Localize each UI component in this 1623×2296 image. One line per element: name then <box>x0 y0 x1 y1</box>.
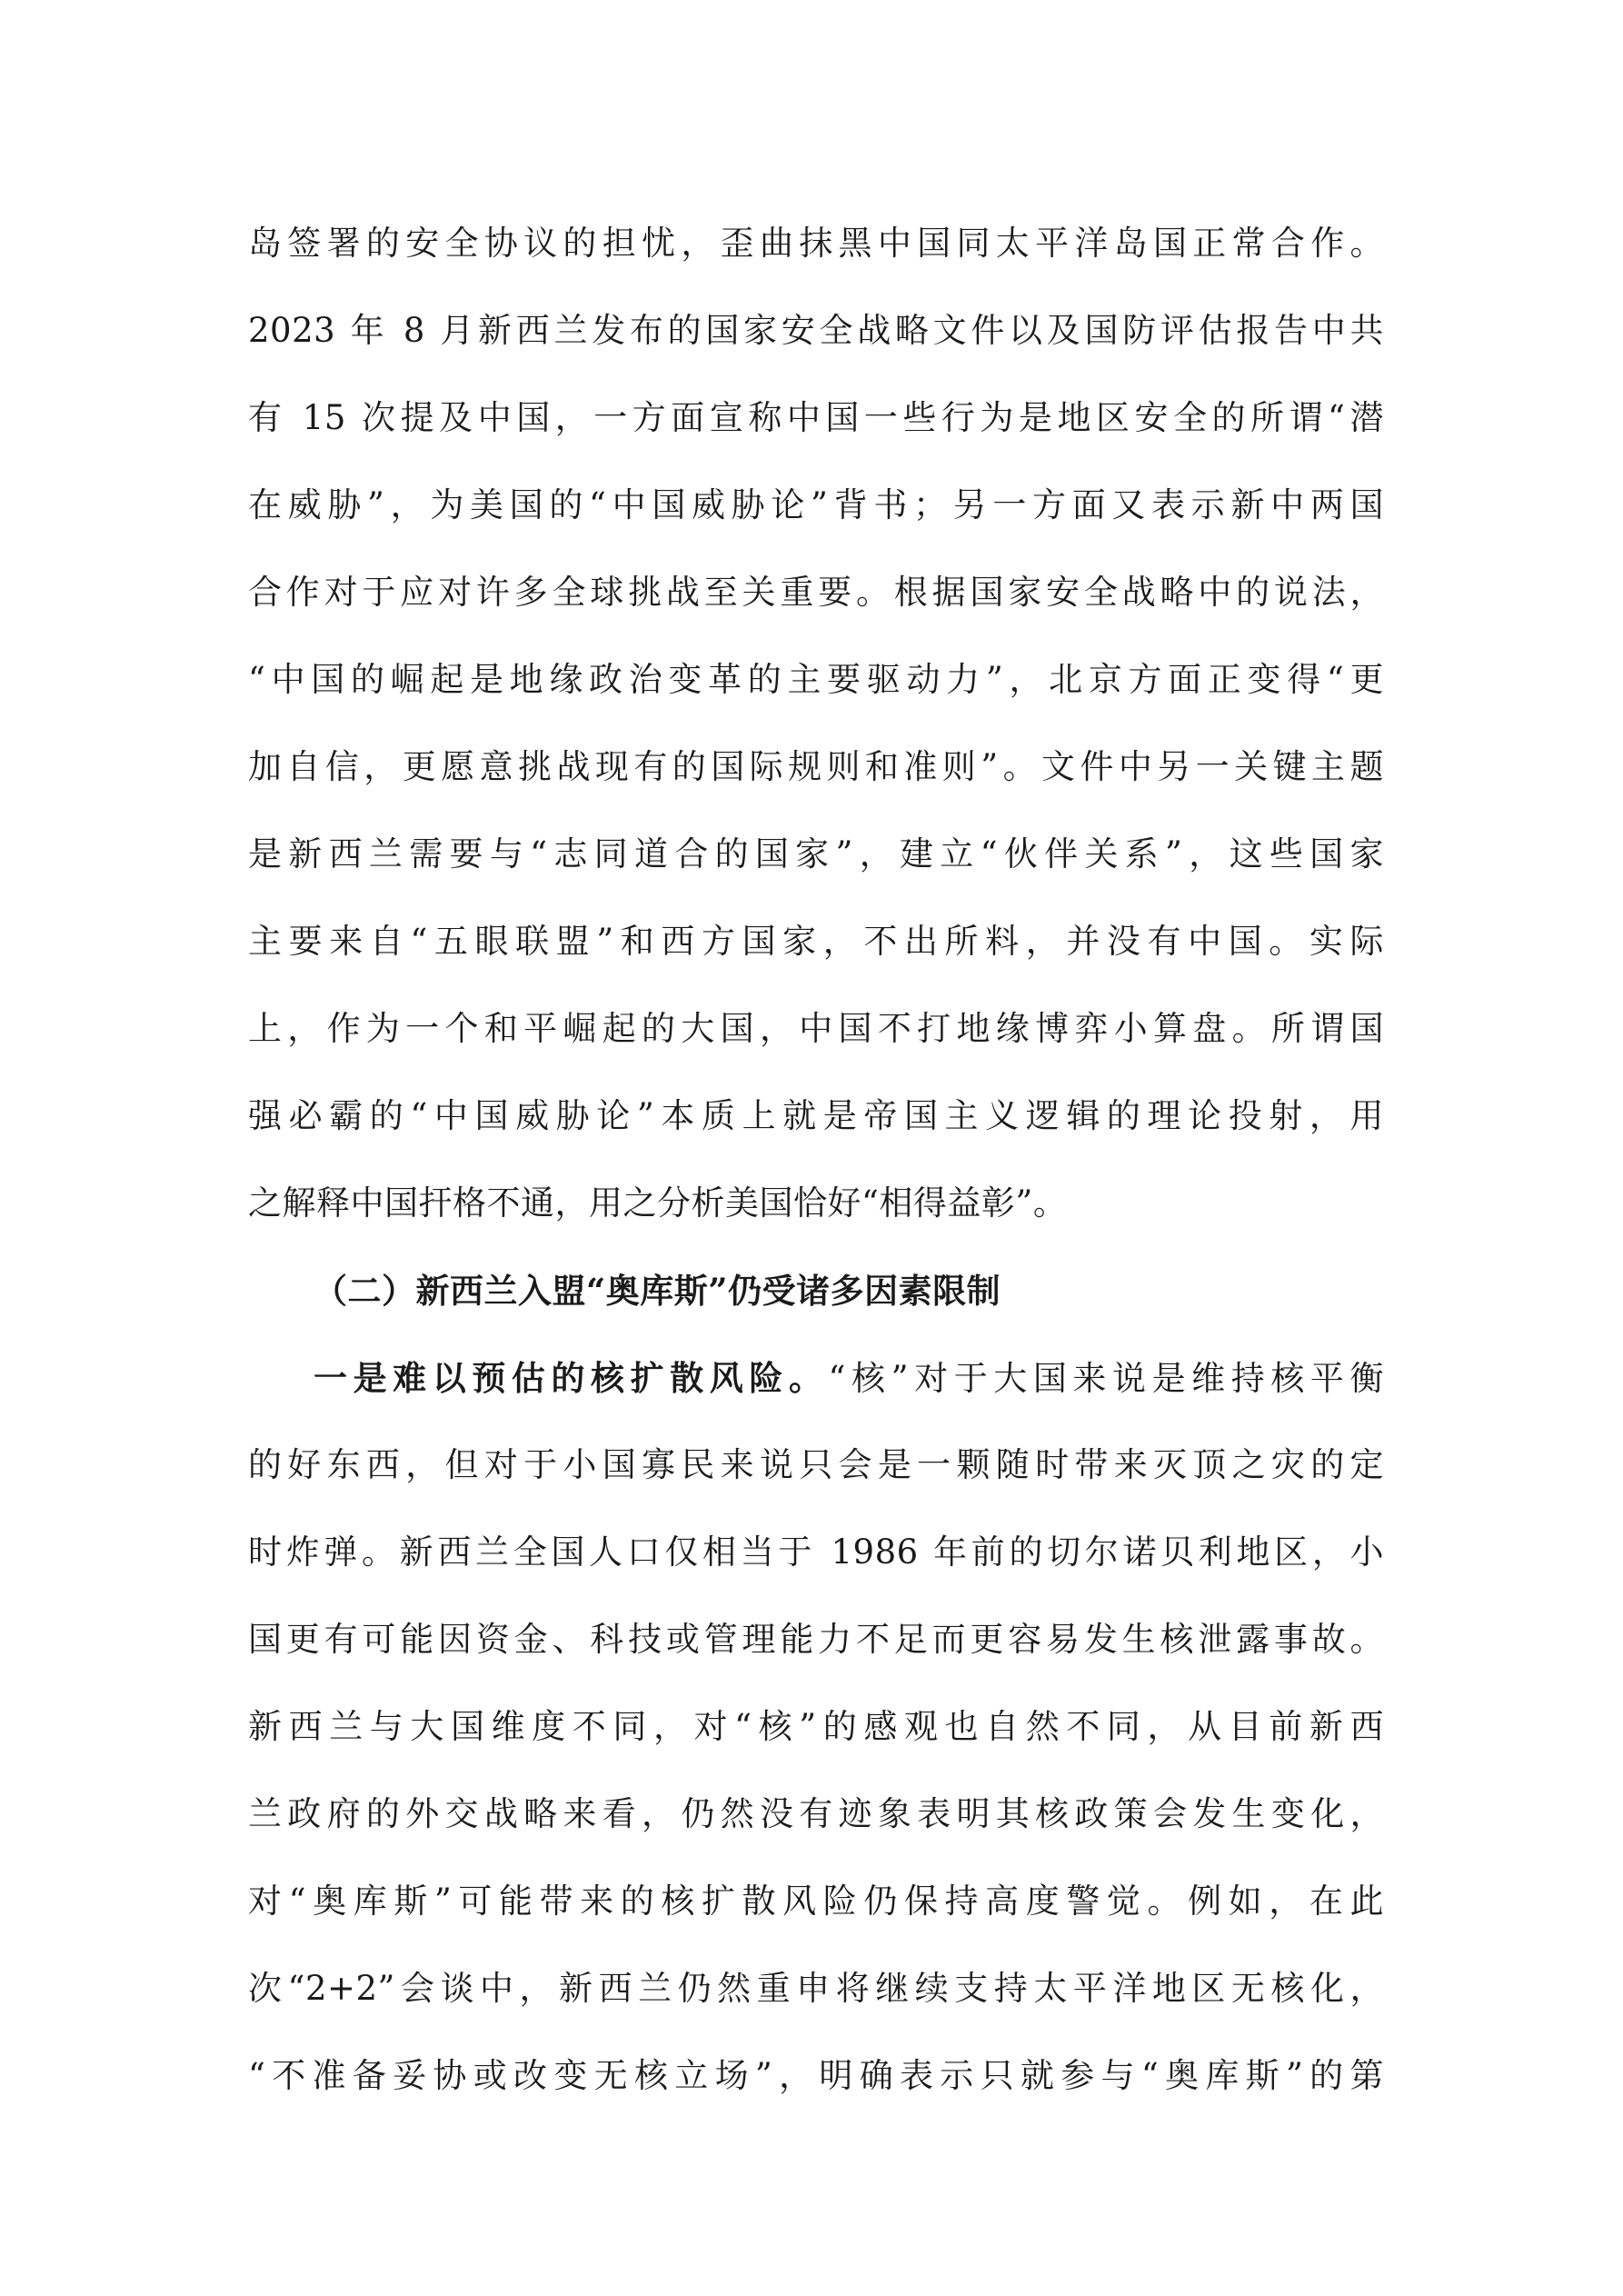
paragraph-line: “中国的崛起是地缘政治变革的主要驱动力”，北京方面正变得“更 <box>248 660 1384 699</box>
paragraph-line: 次“2+2”会谈中，新西兰仍然重申将继续支持太平洋地区无核化， <box>248 1969 1384 2008</box>
paragraph-line: 新西兰与大国维度不同，对“核”的感观也自然不同，从目前新西 <box>248 1707 1384 1746</box>
paragraph-line: 主要来自“五眼联盟”和西方国家，不出所料，并没有中国。实际 <box>248 922 1384 961</box>
paragraph-line: “不准备妥协或改变无核立场”，明确表示只就参与“奥库斯”的第 <box>248 2056 1384 2095</box>
lead-rest-text: “核”对于大国来说是维持核平衡 <box>828 1359 1384 1398</box>
paragraph-line: 国更有可能因资金、科技或管理能力不足而更容易发生核泄露事故。 <box>248 1620 1384 1659</box>
paragraph-line: 时炸弹。新西兰全国人口仅相当于 1986 年前的切尔诺贝利地区，小 <box>248 1532 1384 1572</box>
paragraph-line: 之解释中国扞格不通，用之分析美国恰好“相得益彰”。 <box>248 1183 1068 1223</box>
paragraph-line: 是新西兰需要与“志同道合的国家”，建立“伙伴关系”，这些国家 <box>248 834 1384 873</box>
paragraph-line: 有 15 次提及中国，一方面宣称中国一些行为是地区安全的所谓“潜 <box>248 398 1384 437</box>
paragraph-line: 岛签署的安全协议的担忧，歪曲抹黑中国同太平洋岛国正常合作。 <box>248 224 1384 263</box>
paragraph-line: 强必霸的“中国威胁论”本质上就是帝国主义逻辑的理论投射，用 <box>248 1096 1384 1135</box>
paragraph-lead-line <box>314 1356 1384 1400</box>
paragraph-line: 对“奥库斯”可能带来的核扩散风险仍保持高度警觉。例如，在此 <box>248 1882 1384 1921</box>
paragraph-line: 合作对于应对许多全球挑战至关重要。根据国家安全战略中的说法， <box>248 573 1384 612</box>
paragraph-line: 兰政府的外交战略来看，仍然没有迹象表明其核政策会发生变化， <box>248 1794 1384 1833</box>
paragraph-line: 2023 年 8 月新西兰发布的国家安全战略文件以及国防评估报告中共 <box>248 311 1384 350</box>
paragraph-line: 加自信，更愿意挑战现有的国际规则和准则”。文件中另一关键主题 <box>248 747 1384 786</box>
paragraph-line: 的好东西，但对于小国寡民来说只会是一颗随时带来灭顶之灾的定 <box>248 1445 1384 1484</box>
section-heading: （二）新西兰入盟“奥库斯”仍受诸多因素限制 <box>314 1271 1001 1311</box>
lead-bold-text: 一是难以预估的核扩散风险。 <box>314 1358 829 1398</box>
paragraph-line: 在威胁”，为美国的“中国威胁论”背书；另一方面又表示新中两国 <box>248 485 1384 524</box>
paragraph-line: 上，作为一个和平崛起的大国，中国不打地缘博弈小算盘。所谓国 <box>248 1009 1384 1048</box>
